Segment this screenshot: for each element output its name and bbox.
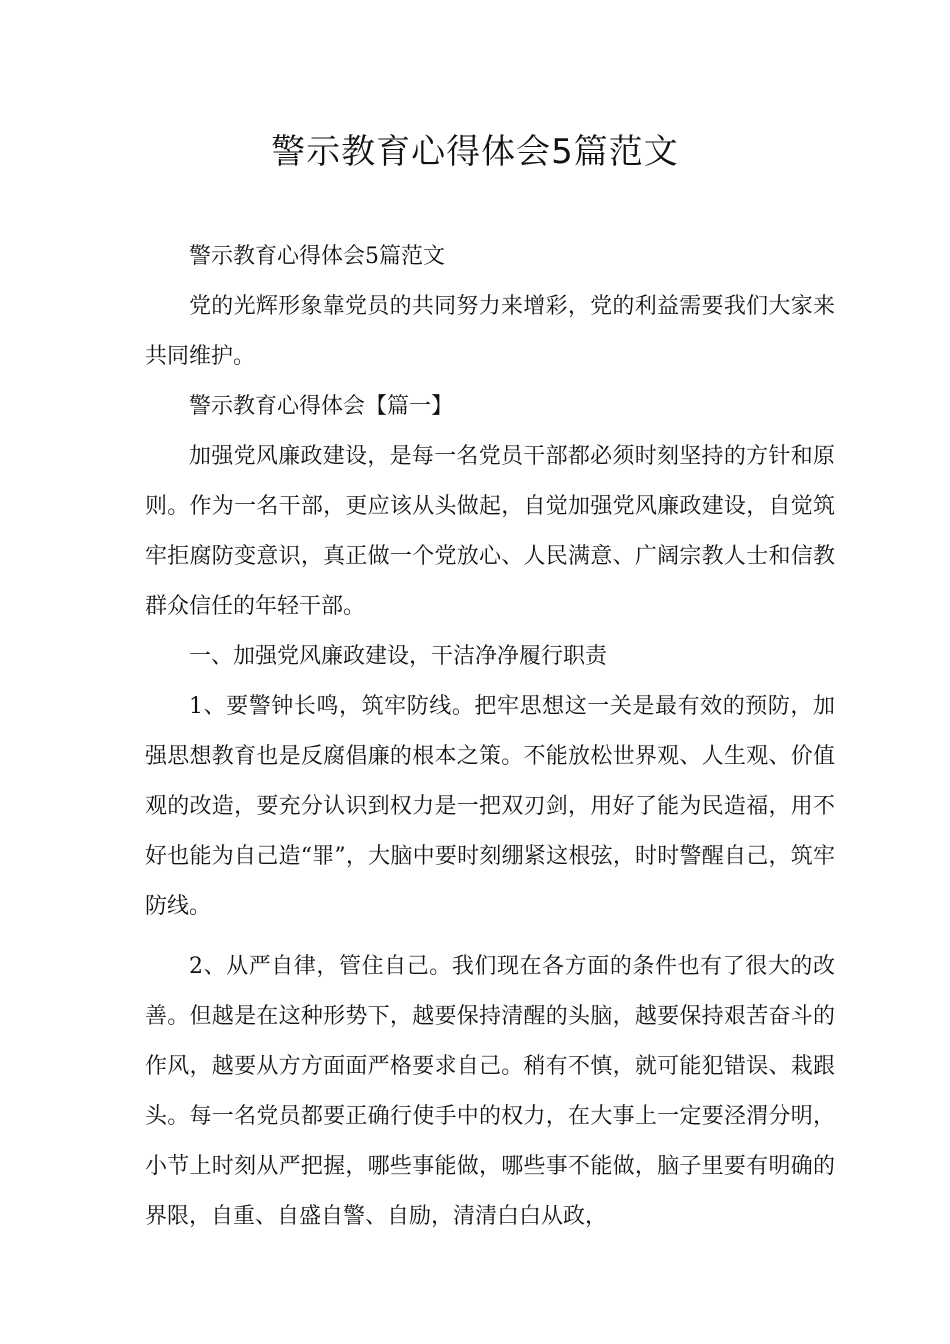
document-body: [145, 232, 835, 1242]
paragraph-section-heading: 警示教育心得体会【篇一】: [189, 394, 454, 419]
paragraph-body: 加强党风廉政建设，是每一名党员干部都必须时刻坚持的方针和原则。作为一名干部，更应该从头做起，自觉加强党风廉政建设，自觉筑牢拒腐防变意识，真正做一个党放心、人民满意、广阔宗教人士和信教群众信任的年轻干部。: [145, 444, 835, 619]
document-title: 警示教育心得体会5篇范文: [271, 132, 679, 172]
paragraph-point-heading: 一、加强党风廉政建设，干洁净净履行职责: [189, 644, 608, 669]
paragraph-point-1: 1、要警钟长鸣，筑牢防线。把牢思想这一关是最有效的预防，加强思想教育也是反腐倡廉的根本之策。不能放松世界观、人生观、价值观的改造，要充分认识到权力是一把双刃剑，用好了能为民造福，用不好也能为自己造“罪”，大脑中要时刻绷紧这根弦，时时警醒自己，筑牢防线。: [145, 694, 835, 919]
paragraph-intro: 党的光辉形象靠党员的共同努力来增彩，党的利益需要我们大家来共同维护。: [145, 294, 835, 369]
paragraph-point-2: 2、从严自律，管住自己。我们现在各方面的条件也有了很大的改善。但越是在这种形势下，越要保持清醒的头脑，越要保持艰苦奋斗的作风，越要从方方面面严格要求自己。稍有不慎，就可能犯错误、栽跟头。每一名党员都要正确行使手中的权力，在大事上一定要泾渭分明，小节上时刻从严把握，哪些事能做，哪些事不能做，脑子里要有明确的界限，自重、自盛自警、自励，清清白白从政，: [145, 954, 835, 1229]
paragraph-subtitle: 警示教育心得体会5篇范文: [189, 244, 445, 269]
